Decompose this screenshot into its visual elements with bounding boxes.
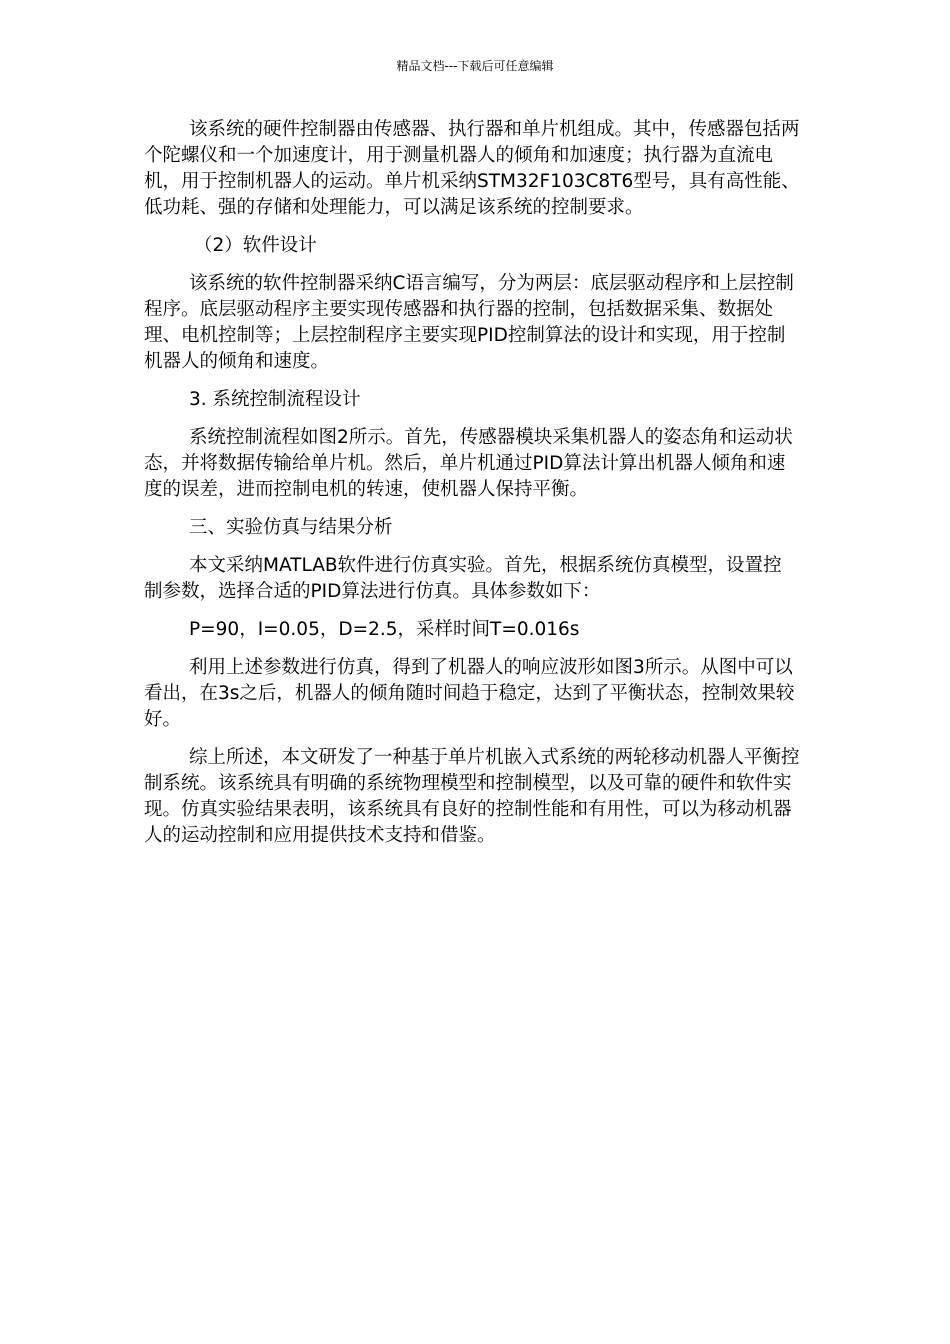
paragraph-hardware: 该系统的硬件控制器由传感器、执行器和单片机组成。其中，传感器包括两个陀螺仪和一个加速度计，用于测量机器人的倾角和加速度；执行器为直流电机，用于控制机器人的运动。单片机采纳STM32F103C8T6型号，具有高性能、低功耗、强的存储和处理能力，可以满足该系统的控制要求。 <box>144 119 800 218</box>
paragraph-results: 利用上述参数进行仿真，得到了机器人的响应波形如图3所示。从图中可以看出，在3s之后，机器人的倾角随时间趋于稳定，达到了平衡状态，控制效果较好。 <box>144 657 795 730</box>
paragraph-software: 该系统的软件控制器采纳C语言编写，分为两层：底层驱动程序和上层控制程序。底层驱动程序主要实现传感器和执行器的控制，包括数据采集、数据处理、电机控制等；上层控制程序主要实现PID控制算法的设计和实现，用于控制机器人的倾角和速度。 <box>144 273 794 372</box>
page-header: 精品文档---下载后可任意编辑 <box>396 59 554 73</box>
document-body <box>144 117 800 861</box>
heading-software-design: （2）软件设计 <box>194 235 317 256</box>
paragraph-simulation: 本文采纳MATLAB软件进行仿真实验。首先，根据系统仿真模型，设置控制参数，选择合适的PID算法进行仿真。具体参数如下： <box>144 555 782 602</box>
heading-simulation: 三、实验仿真与结果分析 <box>189 517 393 538</box>
paragraph-conclusion: 综上所述，本文研发了一种基于单片机嵌入式系统的两轮移动机器人平衡控制系统。该系统具有明确的系统物理模型和控制模型，以及可靠的硬件和软件实现。仿真实验结果表明，该系统具有良好的控制性能和有用性，可以为移动机器人的运动控制和应用提供技术支持和借鉴。 <box>144 747 800 846</box>
parameters-line: P=90，I=0.05，D=2.5，采样时间T=0.016s <box>189 619 580 640</box>
heading-control-flow: 3. 系统控制流程设计 <box>189 389 361 410</box>
paragraph-control-flow: 系统控制流程如图2所示。首先，传感器模块采集机器人的姿态角和运动状态，并将数据传输给单片机。然后，单片机通过PID算法计算出机器人倾角和速度的误差，进而控制电机的转速，使机器人保持平衡。 <box>144 427 793 500</box>
